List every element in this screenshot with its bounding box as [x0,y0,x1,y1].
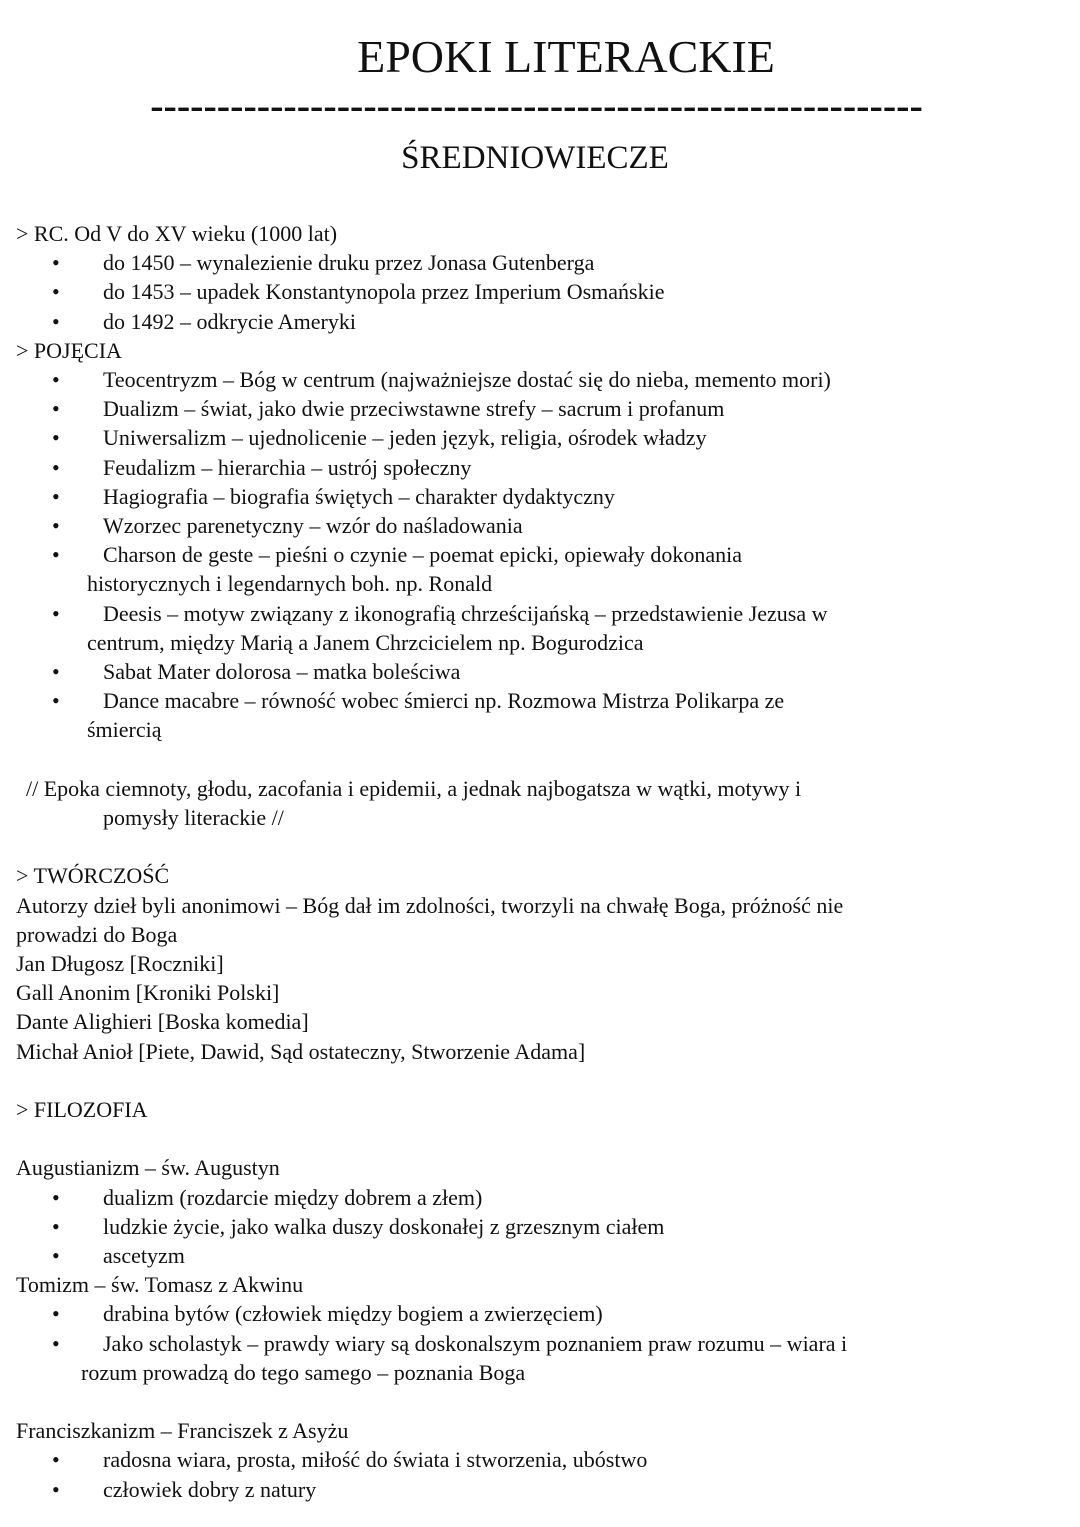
list-item: • Dualizm – świat, jako dwie przeciwstawne strefy – sacrum i profanum [16,394,1066,423]
list-item: • do 1492 – odkrycie Ameryki [16,307,1066,336]
works-intro: Autorzy dzieł byli anonimowi – Bóg dał im zdolności, tworzyli na chwałę Boga, próżność nie [16,892,844,918]
list-item-continuation: śmiercią [87,717,162,743]
list-item-continuation: centrum, między Marią a Janem Chrzcicielem np. Bogurodzica [87,629,644,655]
concepts-list-cont [16,657,1066,715]
timeline-list [16,248,1066,336]
list-item-continuation: historycznych i legendarnych boh. np. Ronald [87,571,493,597]
author-entry: Gall Anonim [Kroniki Polski] [16,980,280,1006]
franciscanism-title: Franciszkanizm – Franciszek z Asyżu [16,1418,349,1444]
list-item: • Teocentryzm – Bóg w centrum (najważniejsze dostać się do nieba, memento mori) [16,365,1066,394]
list-item: • Uniwersalizm – ujednolicenie – jeden język, religia, ośrodek władzy [16,423,1066,452]
list-item: • Charson de geste – pieśni o czynie – poemat epicki, opiewały dokonania [16,540,1066,569]
author-entry: Jan Długosz [Roczniki] [16,951,224,977]
concepts-heading: > POJĘCIA [16,337,122,363]
author-entry: Michał Anioł [Piete, Dawid, Sąd ostateczny, Stworzenie Adama] [16,1038,586,1064]
timeline-heading: > RC. Od V do XV wieku (1000 lat) [16,221,338,246]
list-item: • dualizm (rozdarcie między dobrem a złem) [16,1183,1066,1212]
list-item: • Sabat Mater dolorosa – matka boleściwa [16,657,1066,686]
augustinianism-list [16,1183,1066,1271]
thomism-title: Tomizm – św. Tomasz z Akwinu [16,1272,304,1298]
list-item: • ludzkie życie, jako walka duszy doskonałej z grzesznym ciałem [16,1212,1066,1241]
works-heading: > TWÓRCZOŚĆ [16,863,170,889]
list-item: • Jako scholastyk – prawdy wiary są doskonalszym poznaniem praw rozumu – wiara i [16,1329,1066,1358]
list-item: • Wzorzec parenetyczny – wzór do naśladowania [16,511,1066,540]
epoch-note-continuation: pomysły literackie // [103,805,284,831]
list-item-continuation: rozum prowadzą do tego samego – poznania Boga [81,1359,526,1385]
concepts-list [16,365,1066,569]
list-item: • Deesis – motyw związany z ikonografią chrześcijańską – przedstawienie Jezusa w [16,599,1066,628]
list-item: • człowiek dobry z natury [16,1475,1066,1504]
author-entry: Dante Alighieri [Boska komedia] [16,1009,309,1035]
list-item: • Feudalizm – hierarchia – ustrój społeczny [16,453,1066,482]
thomism-list [16,1299,1066,1357]
list-item: • drabina bytów (człowiek między bogiem a zwierzęciem) [16,1299,1066,1328]
works-intro-continuation: prowadzi do Boga [16,921,178,947]
augustinianism-title: Augustianizm – św. Augustyn [16,1155,280,1181]
list-item: • Hagiografia – biografia świętych – charakter dydaktyczny [16,482,1066,511]
list-item: • do 1453 – upadek Konstantynopola przez Imperium Osmańskie [16,277,1066,306]
list-item: • Dance macabre – równość wobec śmierci np. Rozmowa Mistrza Polikarpa ze [16,686,1066,715]
document-body [16,219,1066,1504]
page-title: EPOKI LITERACKIE [357,31,775,82]
concepts-list-cont [16,599,1066,628]
franciscanism-list [16,1445,1066,1503]
title-divider: ---------------------------------------------------------- [150,83,923,128]
list-item: • radosna wiara, prosta, miłość do świata i stworzenia, ubóstwo [16,1445,1066,1474]
section-title: ŚREDNIOWIECZE [401,140,669,176]
list-item: • ascetyzm [16,1241,1066,1270]
list-item: • do 1450 – wynalezienie druku przez Jonasa Gutenberga [16,248,1066,277]
philosophy-heading: > FILOZOFIA [16,1097,148,1123]
epoch-note: // Epoka ciemnoty, głodu, zacofania i epidemii, a jednak najbogatsza w wątki, motywy i [26,775,802,801]
